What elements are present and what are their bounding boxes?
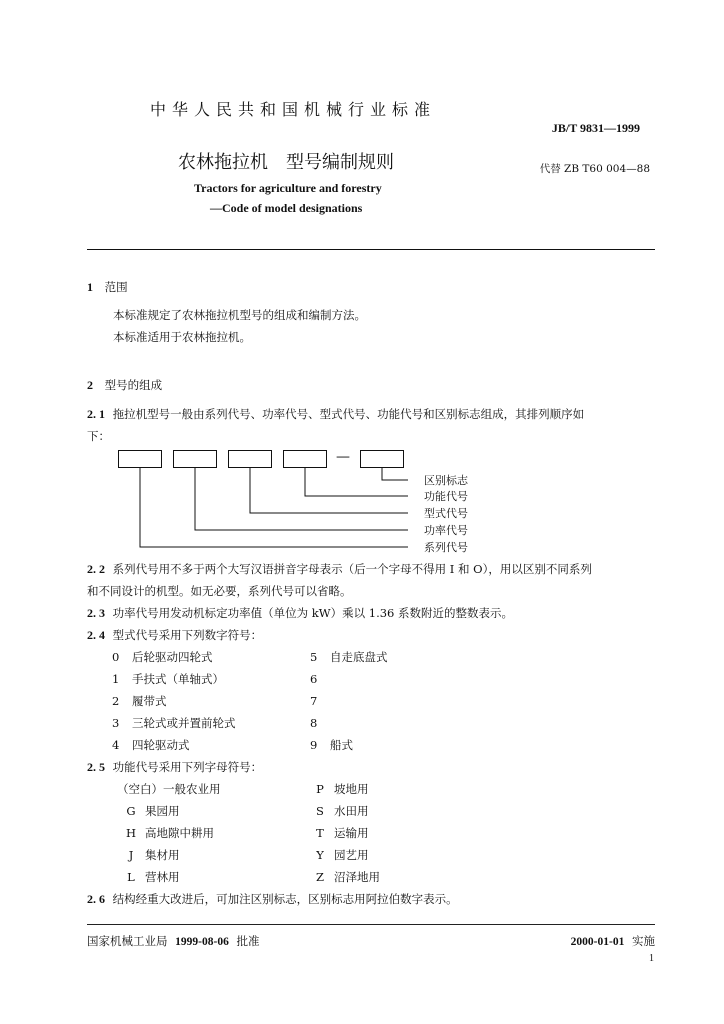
paragraph: 本标准规定了农林拖拉机型号的组成和编制方法。 xyxy=(113,308,366,322)
implementation-date: 2000-01-01 xyxy=(570,936,625,948)
clause-number: 2. 4 xyxy=(87,628,105,642)
clause-number: 2. 2 xyxy=(87,562,105,576)
paragraph: 本标准适用于农林拖拉机。 xyxy=(113,330,251,344)
clause-2-3 xyxy=(87,602,513,624)
clause-number: 2. 5 xyxy=(87,760,105,774)
clause-text: 型式代号采用下列数字符号： xyxy=(112,628,263,642)
approve-word: 批准 xyxy=(236,934,260,948)
list-item: 5 自走底盘式 xyxy=(310,650,388,664)
document-title: 农林拖拉机 型号编制规则 xyxy=(178,152,394,173)
label-series-code: 系列代号 xyxy=(424,541,468,554)
clause-number: 2. 3 xyxy=(87,606,105,620)
title-en-line2: —Code of model designations xyxy=(210,201,363,215)
list-item: 0 后轮驱动四轮式 xyxy=(112,650,213,664)
clause-number: 2. 1 xyxy=(87,407,105,421)
section-title: 型号的组成 xyxy=(104,378,163,392)
label-function-code: 功能代号 xyxy=(424,490,468,503)
clause-text: 系列代号用不多于两个大写汉语拼音字母表示（后一个字母不得用 I 和 O），用以区别不同系列 xyxy=(112,562,592,576)
clause-text: 功能代号采用下列字母符号： xyxy=(112,760,263,774)
list-item: （空白）一般农业用 xyxy=(117,782,221,796)
list-item: T 运输用 xyxy=(316,826,369,840)
page-number: 1 xyxy=(649,953,654,964)
clause-2-5 xyxy=(87,756,262,778)
section-number: 1 xyxy=(87,280,93,294)
label-distinction-mark: 区别标志 xyxy=(424,474,468,487)
replaces-note: 代替 ZB T60 004—88 xyxy=(539,163,650,175)
list-item: J 集材用 xyxy=(128,848,180,862)
clause-text: 拖拉机型号一般由系列代号、功率代号、型式代号、功能代号和区别标志组成，其排列顺序如 xyxy=(112,407,585,421)
implementation-word: 实施 xyxy=(632,934,655,948)
list-item: 3 三轮式或并置前轮式 xyxy=(112,716,236,730)
list-item: 8 xyxy=(310,716,318,730)
label-type-code: 型式代号 xyxy=(424,507,468,520)
list-item: G 果园用 xyxy=(126,804,180,818)
clause-text: 结构经重大改进后，可加注区别标志，区别标志用阿拉伯数字表示。 xyxy=(112,892,458,906)
clause-2-2 xyxy=(87,558,592,580)
footer-divider xyxy=(87,924,655,925)
list-item: S 水田用 xyxy=(316,804,369,818)
clause-number: 2. 6 xyxy=(87,892,105,906)
clause-2-6 xyxy=(87,888,458,910)
section-title: 范围 xyxy=(104,280,128,294)
clause-2-4 xyxy=(87,624,262,646)
list-item: H 高地隙中耕用 xyxy=(125,826,214,840)
type-code-list-left xyxy=(112,646,236,756)
function-code-list-right xyxy=(306,778,380,888)
footer-implementation xyxy=(571,933,655,949)
list-item: P 坡地用 xyxy=(316,782,369,796)
list-item: Y 园艺用 xyxy=(316,848,369,862)
clause-text: 下： xyxy=(87,429,110,443)
list-item: 7 xyxy=(310,694,318,708)
list-item: 9 船式 xyxy=(310,738,353,752)
footer-approval xyxy=(87,933,259,949)
list-item: 6 xyxy=(310,672,318,686)
clause-text: 功率代号用发动机标定功率值（单位为 kW）乘以 1.36 系数附近的整数表示。 xyxy=(112,606,514,620)
clause-text: 和不同设计的机型。如无必要，系列代号可以省略。 xyxy=(87,584,352,598)
list-item: 4 四轮驱动式 xyxy=(112,738,190,752)
type-code-list-right xyxy=(310,646,388,756)
standard-code: JB/T 9831—1999 xyxy=(551,121,640,135)
list-item: L 营林用 xyxy=(127,870,180,884)
function-code-list-left xyxy=(117,778,221,888)
dash-symbol: — xyxy=(336,449,350,465)
standard-type: 中华人民共和国机械行业标准 xyxy=(150,100,437,119)
label-power-code: 功率代号 xyxy=(424,524,468,537)
list-item: Z 沼泽地用 xyxy=(316,870,380,884)
title-en-line1: Tractors for agriculture and forestry xyxy=(194,181,382,195)
list-item: 2 履带式 xyxy=(112,694,167,708)
approve-date: 1999-08-06 xyxy=(175,936,229,948)
issuer: 国家机械工业局 xyxy=(87,934,168,948)
list-item: 1 手扶式（单轴式） xyxy=(112,672,224,686)
section-number: 2 xyxy=(87,378,93,392)
